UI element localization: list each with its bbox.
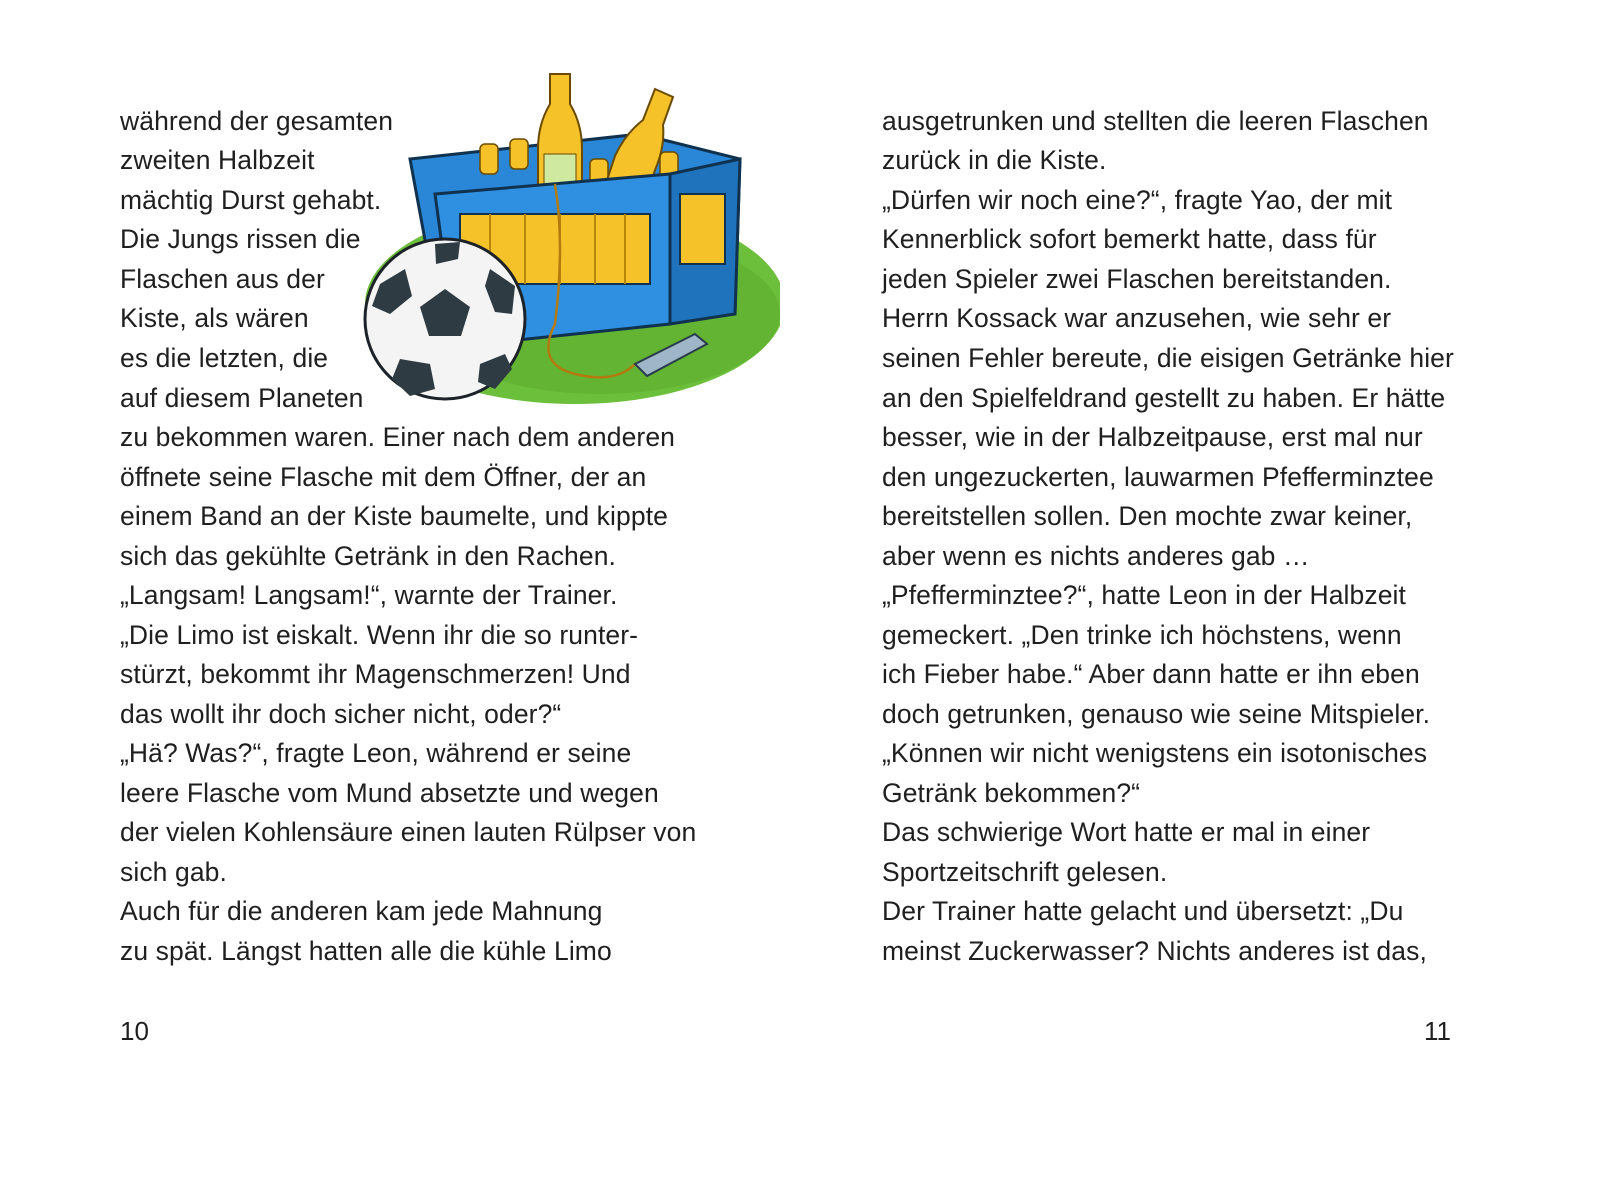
- text-line: an den Spielfeldrand gestellt zu haben. Er hätte: [882, 383, 1446, 413]
- text-line: Das schwierige Wort hatte er mal in einer: [882, 817, 1371, 847]
- text-line: auf diesem Planeten: [120, 383, 364, 413]
- text-line: doch getrunken, genauso wie seine Mitspieler.: [882, 699, 1431, 729]
- text-line: öffnete seine Flasche mit dem Öffner, der an: [120, 462, 647, 492]
- text-line: zweiten Halbzeit: [120, 145, 315, 175]
- page-number: 10: [120, 1016, 149, 1046]
- text-line: seinen Fehler bereute, die eisigen Getränke hier: [882, 343, 1454, 373]
- text-line: Kennerblick sofort bemerkt hatte, dass für: [882, 224, 1377, 254]
- text-line: stürzt, bekommt ihr Magenschmerzen! Und: [120, 659, 631, 689]
- text-line: es die letzten, die: [120, 343, 329, 373]
- text-line: „Können wir nicht wenigstens ein isotonisches: [882, 738, 1428, 768]
- text-line: „Dürfen wir noch eine?“, fragte Yao, der mit: [882, 185, 1393, 215]
- text-line: ausgetrunken und stellten die leeren Flaschen: [882, 106, 1429, 136]
- text-line: das wollt ihr doch sicher nicht, oder?“: [120, 699, 562, 729]
- text-line: „Pfefferminztee?“, hatte Leon in der Halbzeit: [882, 580, 1406, 610]
- text-line: ich Fieber habe.“ Aber dann hatte er ihn eben: [882, 659, 1420, 689]
- text-line: zu bekommen waren. Einer nach dem anderen: [120, 422, 676, 452]
- right-page: [800, 0, 1600, 1186]
- text-line: aber wenn es nichts anderes gab …: [882, 541, 1310, 571]
- text-line: Auch für die anderen kam jede Mahnung: [120, 896, 603, 926]
- text-line: Der Trainer hatte gelacht und übersetzt: „Du: [882, 896, 1404, 926]
- text-line: Kiste, als wären: [120, 303, 309, 333]
- text-line: leere Flasche vom Mund absetzte und wegen: [120, 778, 659, 808]
- text-line: sich das gekühlte Getränk in den Rachen.: [120, 541, 617, 571]
- text-line: bereitstellen sollen. Den mochte zwar keiner,: [882, 501, 1413, 531]
- text-line: gemeckert. „Den trinke ich höchstens, wenn: [882, 620, 1402, 650]
- text-line: besser, wie in der Halbzeitpause, erst mal nur: [882, 422, 1423, 452]
- text-line: Herrn Kossack war anzusehen, wie sehr er: [882, 303, 1392, 333]
- lemonade-crate-soccer-ball-icon: [340, 64, 780, 420]
- text-line: der vielen Kohlensäure einen lauten Rülpser von: [120, 817, 697, 847]
- text-line: meinst Zuckerwasser? Nichts anderes ist das,: [882, 936, 1427, 966]
- text-line: sich gab.: [120, 857, 227, 887]
- text-line: „Die Limo ist eiskalt. Wenn ihr die so runter-: [120, 620, 639, 650]
- text-line: zurück in die Kiste.: [882, 145, 1107, 175]
- text-line: Die Jungs rissen die: [120, 224, 361, 254]
- text-line: jeden Spieler zwei Flaschen bereitstanden.: [882, 264, 1392, 294]
- text-line: Flaschen aus der: [120, 264, 325, 294]
- text-line: Sportzeitschrift gelesen.: [882, 857, 1168, 887]
- text-line: einem Band an der Kiste baumelte, und kippte: [120, 501, 668, 531]
- text-line: zu spät. Längst hatten alle die kühle Limo: [120, 936, 612, 966]
- text-line: mächtig Durst gehabt.: [120, 185, 382, 215]
- text-line: „Hä? Was?“, fragte Leon, während er seine: [120, 738, 632, 768]
- text-line: während der gesamten: [120, 106, 394, 136]
- text-line: den ungezuckerten, lauwarmen Pfefferminztee: [882, 462, 1434, 492]
- page-number: 11: [1424, 1016, 1451, 1046]
- illustration-crate-ball: [340, 64, 780, 420]
- text-line: Getränk bekommen?“: [882, 778, 1141, 808]
- text-line: „Langsam! Langsam!“, warnte der Trainer.: [120, 580, 618, 610]
